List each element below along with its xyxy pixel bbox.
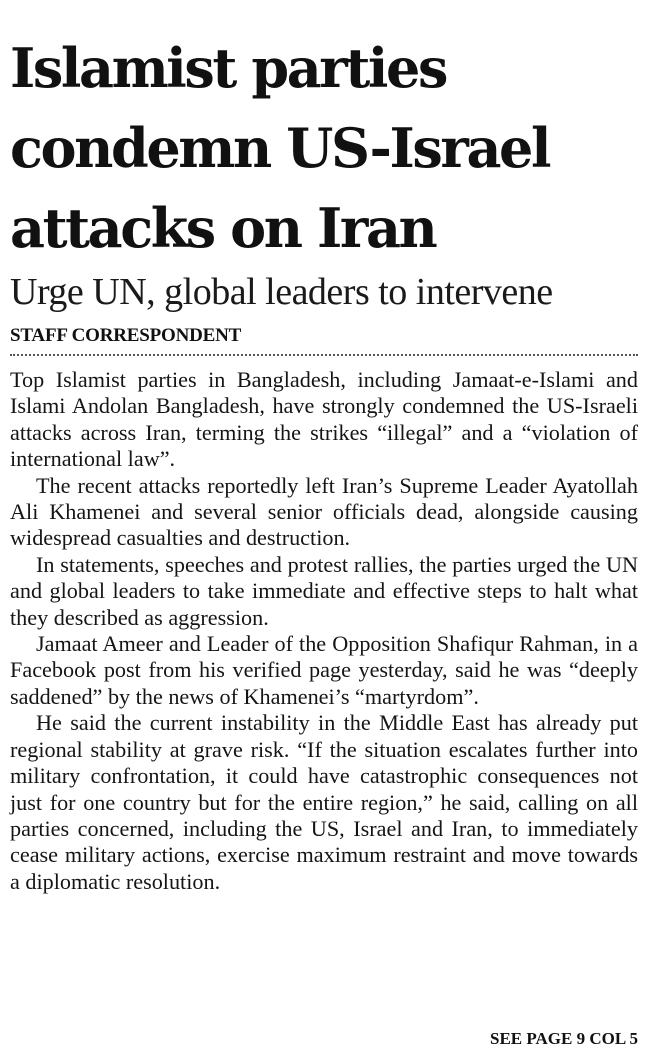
continuation-jump-line: SEE PAGE 9 COL 5 bbox=[490, 1029, 638, 1048]
body-paragraph: Jamaat Ameer and Leader of the Opposition Shafiqur Rahman, in a Facebook post from his verified page yesterday, said he was “deeply saddened” by the news of Khamenei’s “martyrdom”. bbox=[10, 631, 638, 709]
body-paragraph: The recent attacks reportedly left Iran’s Supreme Leader Ayatollah Ali Khamenei and several senior officials dead, alongside causing widespread casualties and destruction. bbox=[10, 472, 638, 551]
body-paragraph: He said the current instability in the Middle East has already put regional stability at grave risk. “If the situation escalates further into military confrontation, it could have catastrophic consequences not just for one country but for the entire region,” he said, calling on all parties concerned, including the US, Israel and Iran, to immediately cease military actions, exercise maximum restraint and move towards a diplomatic resolution. bbox=[10, 710, 638, 894]
headline-line-1: Islamist parties bbox=[10, 36, 446, 100]
news-article bbox=[10, 0, 638, 1063]
byline: STAFF CORRESPONDENT bbox=[10, 325, 242, 346]
headline bbox=[10, 0, 638, 268]
dotted-divider bbox=[10, 354, 638, 356]
headline-line-2: condemn US-Israel bbox=[10, 116, 550, 180]
article-body bbox=[10, 367, 638, 895]
body-paragraph: Top Islamist parties in Bangladesh, including Jamaat-e-Islami and Islami Andolan Bangladesh, have strongly condemned the US-Israeli attacks across Iran, terming the strikes “illegal” and a “violation of international law”. bbox=[10, 367, 638, 472]
subheadline: Urge UN, global leaders to intervene bbox=[10, 271, 553, 313]
headline-line-3: attacks on Iran bbox=[10, 196, 436, 260]
body-paragraph: In statements, speeches and protest rallies, the parties urged the UN and global leaders to take immediate and effective steps to halt what they described as aggression. bbox=[10, 551, 638, 630]
